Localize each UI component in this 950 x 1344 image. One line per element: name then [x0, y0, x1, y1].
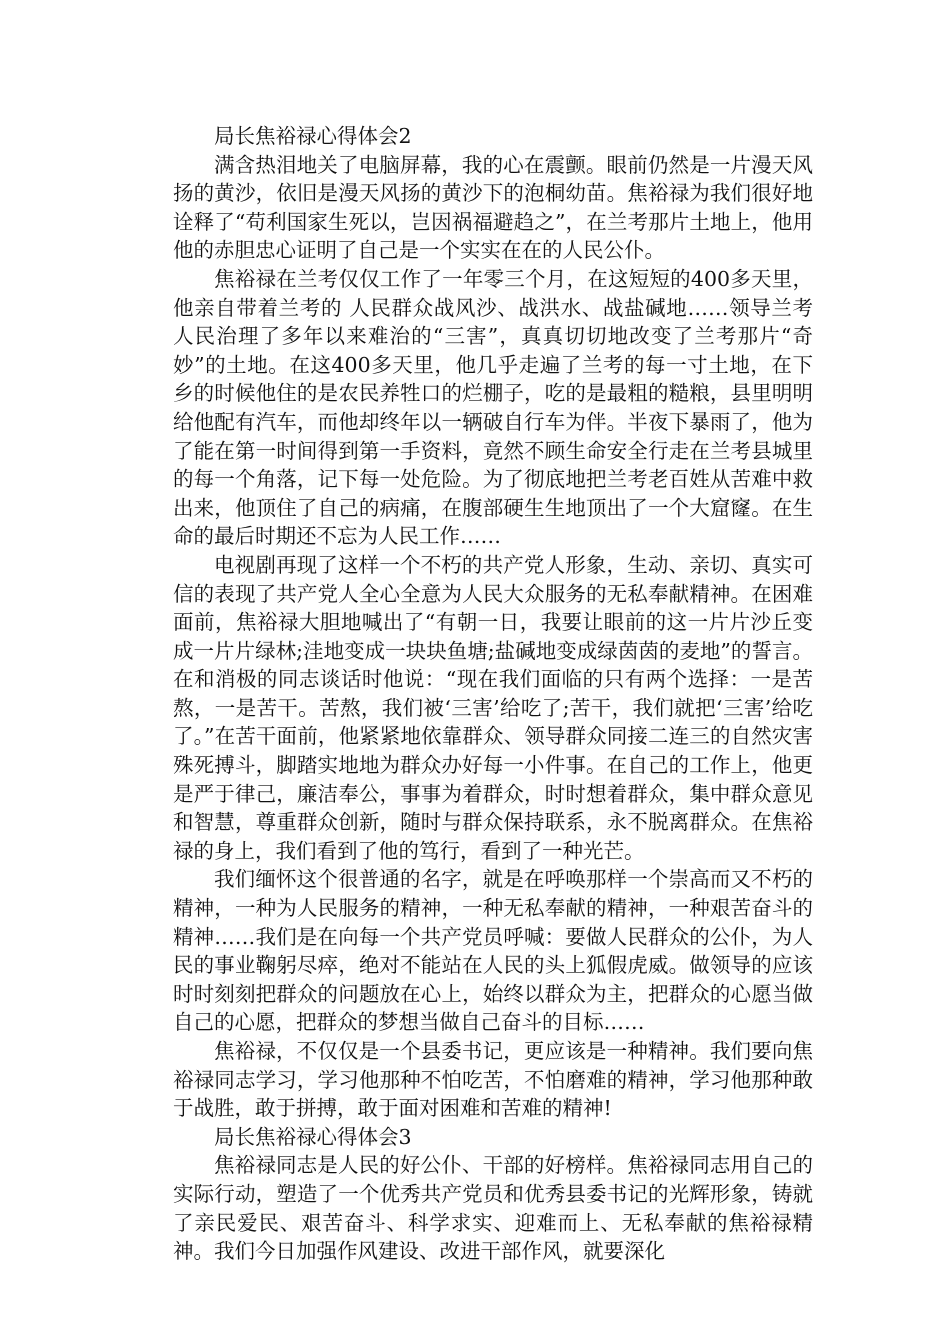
body-paragraph: 焦裕禄在兰考仅仅工作了一年零三个月，在这短短的400多天里，他亲自带着兰考的 人民群众战风沙、战洪水、战盐碱地……领导兰考人民治理了多年以来难治的“三害”，真真切切地改变了兰考那片“奇妙”的土地。在这400多天里，他几乎走遍了兰考的每一寸土地，在下乡的时候他住的是农民养牲口的烂棚子，吃的是最粗的糙粮，县里明明给他配有汽车，而他却终年以一辆破自行车为伴。半夜下暴雨了，他为了能在第一时间得到第一手资料，竟然不顾生命安全行走在兰考县城里的每一个角落，记下每一处危险。为了彻底地把兰考老百姓从苦难中救出来，他顶住了自己的病痛，在腹部硬生生地顶出了一个大窟窿。在生命的最后时期还不忘为人民工作……: [173, 266, 813, 549]
body-paragraph: 焦裕禄同志是人民的好公仆、干部的好榜样。焦裕禄同志用自己的实际行动，塑造了一个优秀共产党员和优秀县委书记的光辉形象，铸就了亲民爱民、艰苦奋斗、科学求实、迎难而上、无私奉献的焦裕禄精神。我们今日加强作风建设、改进干部作风，就要深化: [173, 1153, 813, 1264]
section-heading: 局长焦裕禄心得体会2: [214, 124, 412, 148]
body-paragraph: 电视剧再现了这样一个不朽的共产党人形象，生动、亲切、真实可信的表现了共产党人全心全意为人民大众服务的无私奉献精神。在困难面前，焦裕禄大胆地喊出了“有朝一日，我要让眼前的这一片片沙丘变成一片片绿林;洼地变成一块块鱼塘;盐碱地变成绿茵茵的麦地”的誓言。在和消极的同志谈话时他说：“现在我们面临的只有两个选择：一是苦熬，一是苦干。苦熬，我们被‘三害’给吃了;苦干，我们就把‘三害’给吃了。”在苦干面前，他紧紧地依靠群众、领导群众同接二连三的自然灾害殊死搏斗，脚踏实地地为群众办好每一小件事。在自己的工作上，他更是严于律己，廉洁奉公，事事为着群众，时时想着群众，集中群众意见和智慧，尊重群众创新，随时与群众保持联系，永不脱离群众。在焦裕禄的身上，我们看到了他的笃行，看到了一种光芒。: [173, 552, 813, 863]
body-paragraph: 焦裕禄，不仅仅是一个县委书记，更应该是一种精神。我们要向焦裕禄同志学习，学习他那种不怕吃苦，不怕磨难的精神，学习他那种敢于战胜，敢于拼搏，敢于面对困难和苦难的精神!: [173, 1039, 813, 1121]
section-heading: 局长焦裕禄心得体会3: [214, 1124, 412, 1149]
body-paragraph: 满含热泪地关了电脑屏幕，我的心在震颤。眼前仍然是一片漫天风扬的黄沙，依旧是漫天风扬的黄沙下的泡桐幼苗。焦裕禄为我们很好地诠释了“苟利国家生死以，岂因祸福避趋之”，在兰考那片土地上，他用他的赤胆忠心证明了自己是一个实实在在的人民公仆。: [173, 152, 813, 263]
document-body: [173, 122, 813, 1266]
body-paragraph: 我们缅怀这个很普通的名字，就是在呼唤那样一个崇高而又不朽的精神，一种为人民服务的精神，一种无私奉献的精神，一种艰苦奋斗的精神……我们是在向每一个共产党员呼喊：要做人民群众的公仆，为人民的事业鞠躬尽瘁，绝对不能站在人民的头上狐假虎威。做领导的应该时时刻刻把群众的问题放在心上，始终以群众为主，把群众的心愿当做自己的心愿，把群众的梦想当做自己奋斗的目标……: [173, 867, 813, 1035]
